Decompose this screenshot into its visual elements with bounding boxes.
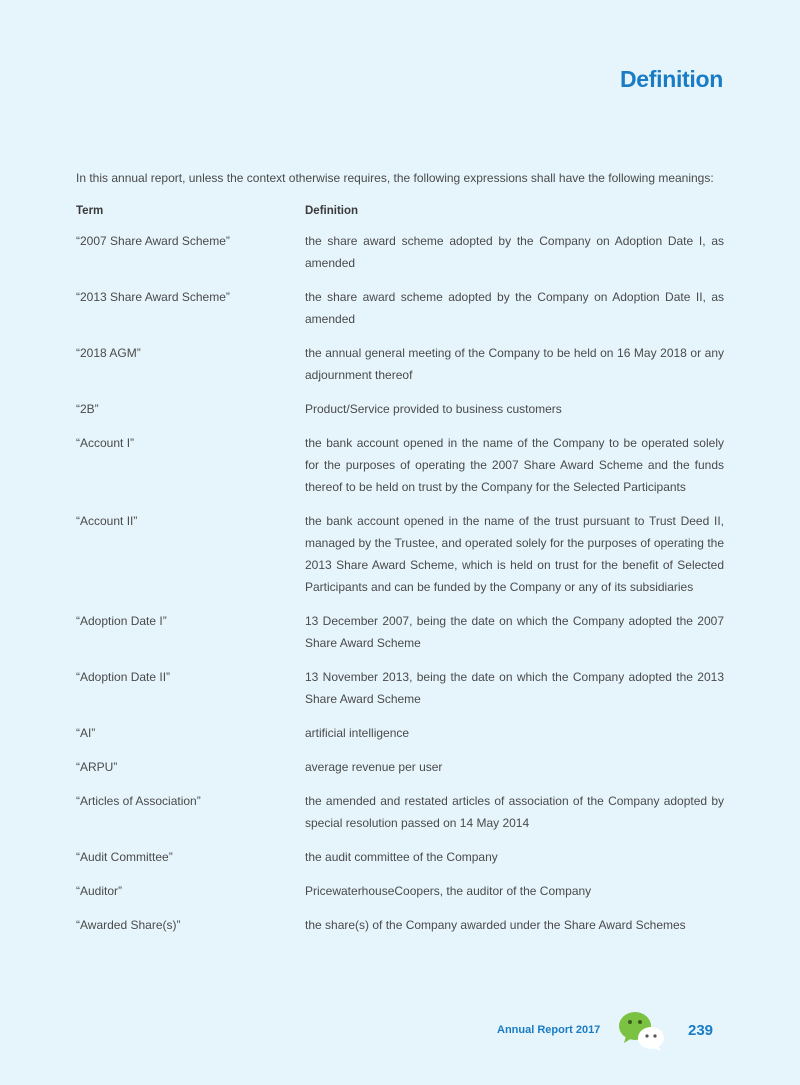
intro-text: In this annual report, unless the context otherwise requires, the following expressions shall have the following meanings: <box>76 171 714 185</box>
definition-cell: the audit committee of the Company <box>305 850 498 864</box>
definitions-rows <box>76 230 724 936</box>
term-cell: “Account II” <box>76 514 138 528</box>
definition-row <box>76 790 724 834</box>
definition-cell: artificial intelligence <box>305 726 410 740</box>
definition-cell: Product/Service provided to business customers <box>305 402 562 416</box>
definition-cell: 13 December 2007, being the date on which the Company adopted the 2007 Share Award Scheme <box>305 614 724 650</box>
definition-row <box>76 510 724 598</box>
definition-cell: the share(s) of the Company awarded under the Share Award Schemes <box>305 918 686 932</box>
page-title: Definition <box>619 66 723 92</box>
definition-cell: 13 November 2013, being the date on which the Company adopted the 2013 Share Award Scheme <box>305 670 724 706</box>
term-cell: “2018 AGM” <box>76 346 141 360</box>
definition-cell: the bank account opened in the name of the trust pursuant to Trust Deed II, managed by the Trustee, and operated solely for the purposes of operating the 2013 Share Award Scheme, which is held on trust for the benefit of Selected Participants and can be funded by the Company or any of its subsidiaries <box>305 514 724 594</box>
definition-row <box>76 880 724 902</box>
definition-row <box>76 722 724 744</box>
definition-cell: the share award scheme adopted by the Company on Adoption Date I, as amended <box>305 234 724 270</box>
column-header-definition: Definition <box>305 205 359 217</box>
definition-row <box>76 398 724 420</box>
definition-row <box>76 230 724 274</box>
term-cell: “Articles of Association” <box>76 794 201 808</box>
term-cell: “ARPU” <box>76 760 118 774</box>
definition-cell: the bank account opened in the name of the Company to be operated solely for the purposes of operating the 2007 Share Award Scheme and the funds thereof to be held on trust by the Company for the Selected Participants <box>305 436 724 494</box>
definition-row <box>76 610 724 654</box>
page-number: 239 <box>688 1022 714 1039</box>
definition-cell: the amended and restated articles of association of the Company adopted by special resolution passed on 14 May 2014 <box>305 794 724 830</box>
wechat-logo-icon <box>618 1010 666 1052</box>
term-cell: “2013 Share Award Scheme” <box>76 290 230 304</box>
column-header-term: Term <box>76 205 104 217</box>
term-cell: “Audit Committee” <box>76 850 173 864</box>
footer-report-label: Annual Report 2017 <box>497 1024 601 1036</box>
definition-row <box>76 432 724 498</box>
definitions-table <box>76 200 724 948</box>
term-cell: “Awarded Share(s)” <box>76 918 181 932</box>
definition-cell: PricewaterhouseCoopers, the auditor of the Company <box>305 884 592 898</box>
definitions-header-row <box>76 200 724 222</box>
definition-cell: the share award scheme adopted by the Company on Adoption Date II, as amended <box>305 290 724 326</box>
definition-row <box>76 846 724 868</box>
term-cell: “Adoption Date I” <box>76 614 167 628</box>
definition-row <box>76 666 724 710</box>
term-cell: “Adoption Date II” <box>76 670 171 684</box>
term-cell: “2007 Share Award Scheme” <box>76 234 230 248</box>
definition-row <box>76 342 724 386</box>
term-cell: “AI” <box>76 726 96 740</box>
term-cell: “2B” <box>76 402 99 416</box>
definition-row <box>76 914 724 936</box>
definition-cell: average revenue per user <box>305 760 443 774</box>
definition-cell: the annual general meeting of the Company to be held on 16 May 2018 or any adjournment thereof <box>305 346 724 382</box>
term-cell: “Auditor” <box>76 884 123 898</box>
definition-row <box>76 286 724 330</box>
definition-row <box>76 756 724 778</box>
term-cell: “Account I” <box>76 436 135 450</box>
